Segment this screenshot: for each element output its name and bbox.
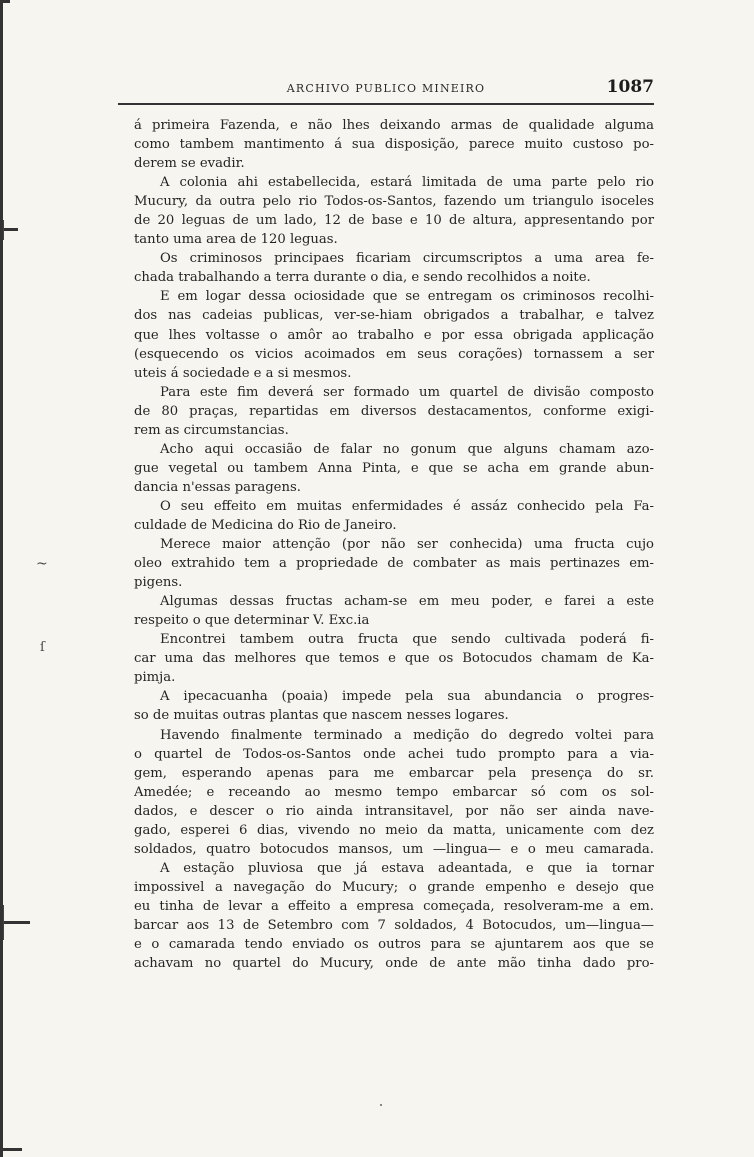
text-line: á primeira Fazenda, e não lhes deixando armas de qualidade alguma: [134, 118, 654, 133]
text-line: Havendo finalmente terminado a medição do degredo voltei para: [160, 727, 654, 743]
binding-mark: [0, 921, 30, 924]
running-header: [118, 77, 654, 102]
text-line: dancia n'essas paragens.: [134, 479, 301, 495]
text-line: dados, e descer o rio ainda intransitavel, por não ser ainda nave-: [134, 803, 654, 819]
text-line: de 20 leguas de um lado, 12 de base e 10 de altura, appresentando por: [134, 213, 654, 229]
text-line: barcar aos 13 de Setembro com 7 soldados, 4 Botocudos, um—lingua—: [134, 917, 654, 933]
text-line: Amedée; e receando ao mesmo tempo embarcar só com os sol-: [134, 784, 654, 800]
text-line: pimja.: [134, 670, 176, 686]
text-line: uteis á sociedade e a si mesmos.: [134, 365, 352, 381]
binding-tick: [3, 220, 4, 240]
text-line: como tambem mantimento á sua disposição, parece muito custoso po-: [134, 137, 654, 153]
text-line: Para este fim deverá ser formado um quartel de divisão composto: [160, 384, 654, 400]
text-line: chada trabalhando a terra durante o dia, e sendo recolhidos a noite.: [134, 270, 591, 286]
text-line: Mucury, da outra pelo rio Todos-os-Santos, fazendo um triangulo isoceles: [134, 194, 654, 210]
text-line: culdade de Medicina do Rio de Janeiro.: [134, 517, 397, 533]
text-line: E em logar dessa ociosidade que se entregam os criminosos recolhi-: [160, 289, 654, 305]
text-line: respeito o que determinar V. Exc.ia: [134, 613, 370, 629]
text-line: impossivel a navegação do Mucury; o grande empenho e desejo que: [134, 879, 654, 895]
binding-tick: [3, 905, 4, 940]
text-line: A colonia ahi estabellecida, estará limitada de uma parte pelo rio: [160, 175, 654, 191]
text-line: pigens.: [134, 575, 183, 591]
text-line: e o camarada tendo enviado os outros para se ajuntarem aos que se: [134, 937, 654, 953]
text-line: gue vegetal ou tambem Anna Pinta, e que se acha em grande abun-: [134, 460, 654, 476]
text-line: gem, esperando apenas para me embarcar pela presença do sr.: [134, 765, 654, 781]
margin-mark: ſ: [40, 640, 45, 655]
text-line: dos nas cadeias publicas, ver-se-hiam obrigados a trabalhar, e talvez: [134, 308, 654, 324]
text-line: Algumas dessas fructas acham-se em meu poder, e farei a este: [160, 594, 654, 610]
text-line: achavam no quartel do Mucury, onde de ante mão tinha dado pro-: [134, 956, 654, 972]
text-line: de 80 praças, repartidas em diversos destacamentos, conforme exigi-: [134, 403, 654, 419]
text-line: Encontrei tambem outra fructa que sendo cultivada poderá fi-: [160, 632, 654, 648]
text-line: o quartel de Todos-os-Santos onde achei tudo prompto para a via-: [134, 746, 654, 762]
text-line: Os criminosos principaes ficariam circumscriptos a uma area fe-: [160, 251, 654, 267]
text-line: car uma das melhores que temos e que os Botocudos chamam de Ka-: [134, 651, 654, 667]
text-line: eu tinha de levar a effeito a empresa começada, resolveram-me a em.: [134, 898, 654, 914]
text-line: que lhes voltasse o amôr ao trabalho e por essa obrigada applicação: [134, 327, 654, 343]
text-line: tanto uma area de 120 leguas.: [134, 232, 338, 248]
binding-mark: [0, 1148, 22, 1151]
text-line: oleo extrahido tem a propriedade de combater as mais pertinazes em-: [134, 556, 654, 572]
text-line: gado, esperei 6 dias, vivendo no meio da matta, unicamente com dez: [134, 822, 654, 838]
text-line: (esquecendo os vicios acoimados em seus corações) tornassem a ser: [134, 346, 654, 362]
text-line: so de muitas outras plantas que nascem nesses logares.: [134, 708, 509, 724]
text-line: A estação pluviosa que já estava adeantada, e que ia tornar: [160, 860, 654, 876]
body-text: [134, 116, 654, 973]
text-line: A ipecacuanha (poaia) impede pela sua abundancia o progres-: [160, 689, 654, 705]
page-binding-edge: [0, 0, 3, 1157]
page-number: 1087: [606, 77, 654, 97]
header-rule: [118, 103, 654, 105]
margin-mark: ~: [36, 556, 48, 572]
text-line: rem as circumstancias.: [134, 422, 289, 438]
text-line: O seu effeito em muitas enfermidades é assáz conhecido pela Fa-: [160, 498, 654, 514]
text-line: soldados, quatro botocudos mansos, um —lingua— e o meu camarada.: [134, 841, 654, 857]
running-title: ARCHIVO PUBLICO MINEIRO: [286, 82, 486, 95]
speck: [380, 1104, 382, 1106]
text-line: Acho aqui occasião de falar no gonum que alguns chamam azo-: [160, 441, 654, 457]
text-line: Merece maior attenção (por não ser conhecida) uma fructa cujo: [160, 537, 654, 553]
binding-mark: [0, 0, 10, 3]
text-line: derem se evadir.: [134, 156, 245, 172]
